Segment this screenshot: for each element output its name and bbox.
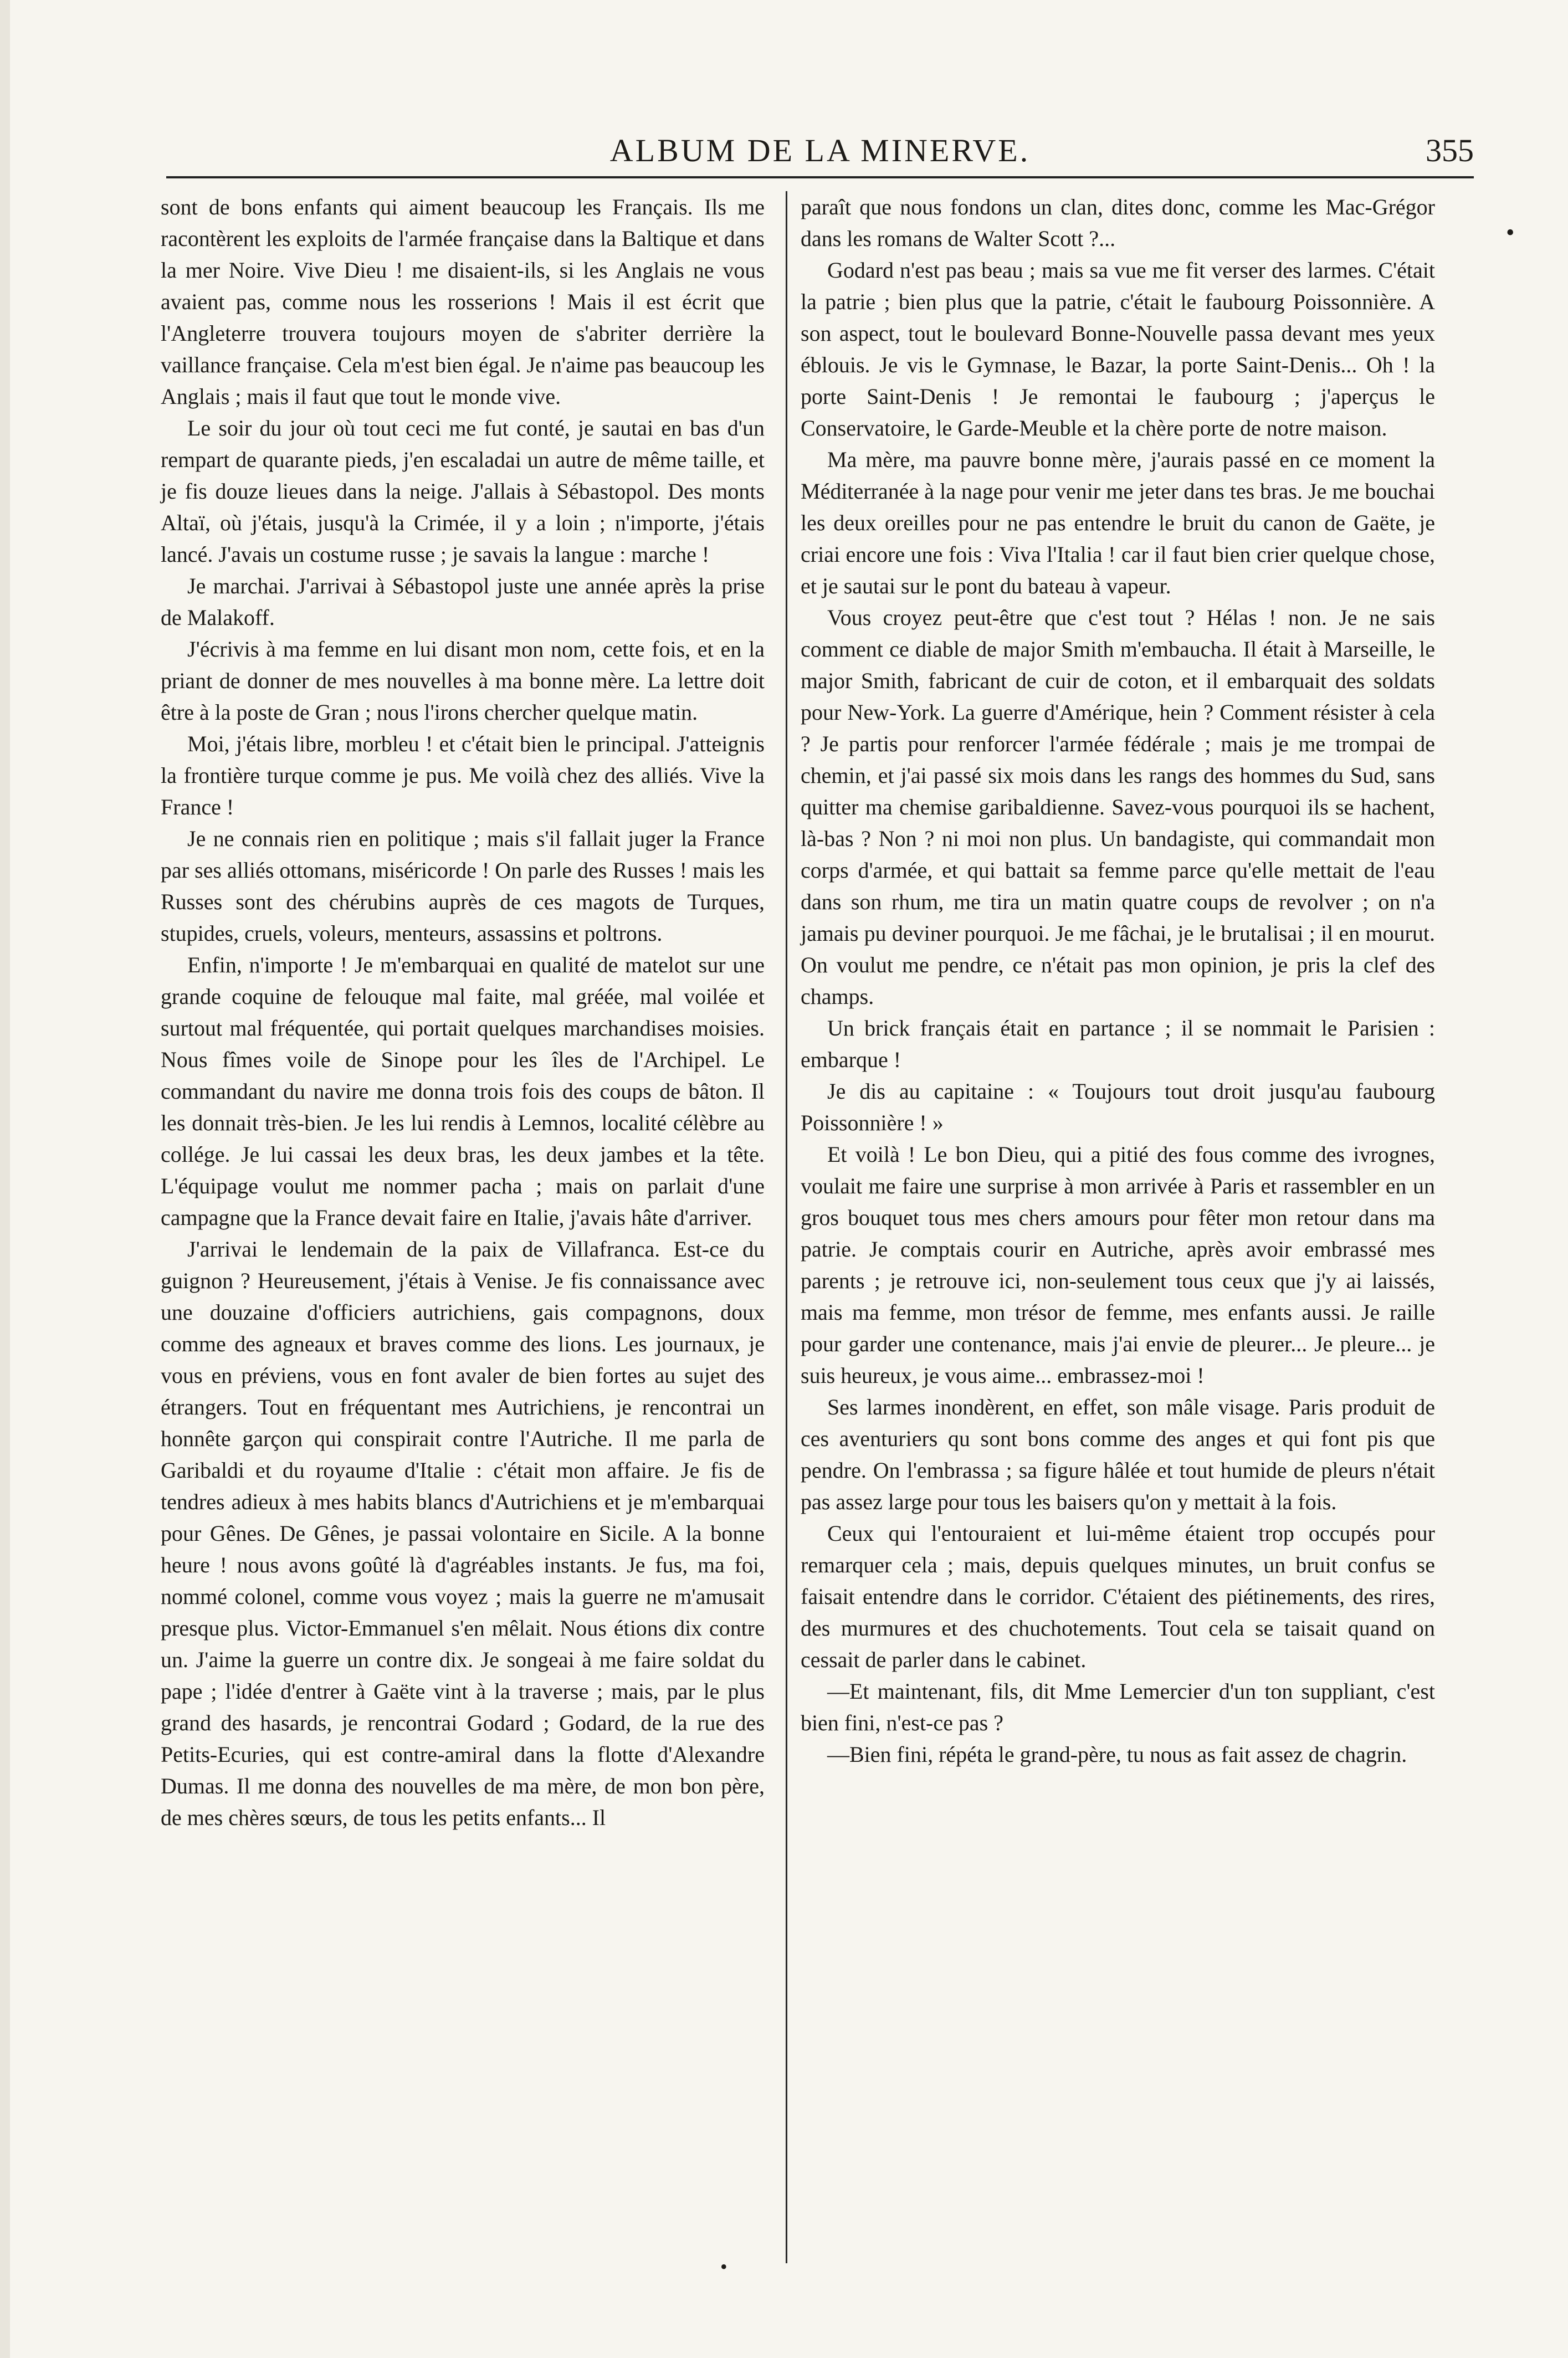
right-column <box>801 191 1435 1770</box>
page-number: 355 <box>1426 132 1474 168</box>
paragraph: Godard n'est pas beau ; mais sa vue me fit verser des larmes. C'était la patrie ; bien plus que la patrie, c'était le faubourg Poissonnière. A son aspect, tout le boulevard Bonne-Nouvelle passa devant mes yeux éblouis. Je vis le Gymnase, le Bazar, la porte Saint-Denis... Oh ! la porte Saint-Denis ! Je remontai le faubourg ; j'aperçus le Conservatoire, le Garde-Meuble et la chère porte de notre maison. <box>801 258 1435 440</box>
paragraph: Je ne connais rien en politique ; mais s'il fallait juger la France par ses alliés ottomans, miséricorde ! On parle des Russes ! mais les Russes sont des chérubins auprès de ces magots de Turques, stupides, cruels, voleurs, menteurs, assassins et poltrons. <box>161 826 765 946</box>
paragraph: Moi, j'étais libre, morbleu ! et c'était bien le principal. J'atteignis la frontière turque comme je pus. Me voilà chez des alliés. Vive la France ! <box>161 731 765 819</box>
paragraph: Et voilà ! Le bon Dieu, qui a pitié des fous comme des ivrognes, voulait me faire une surprise à mon arrivée à Paris et rassembler en un gros bouquet tous mes chers amours pour fêter mon retour dans ma patrie. Je comptais courir en Autriche, après avoir embrassé mes parents ; je retrouve ici, non-seulement tous ceux que j'y ai laissés, mais ma femme, mon trésor de femme, mes enfants aussi. Je raille pour garder une contenance, mais j'ai envie de pleurer... Je pleure... je suis heureux, je vous aime... embrassez-moi ! <box>801 1142 1435 1388</box>
paragraph: Ses larmes inondèrent, en effet, son mâle visage. Paris produit de ces aventuriers qu sont bons comme des anges et qui font pis que pendre. On l'embrassa ; sa figure hâlée et tout humide de pleurs n'était pas assez large pour tous les baisers qu'on y mettait à la fois. <box>801 1395 1435 1514</box>
margin-mark: • <box>1506 219 1515 246</box>
paragraph: Ceux qui l'entouraient et lui-même étaient trop occupés pour remarquer cela ; mais, depuis quelques minutes, un bruit confus se faisait entendre dans le corridor. C'étaient des piétinements, des rires, des murmures et des chuchotements. Tout cela se taisait quand on cessait de parler dans le cabinet. <box>801 1521 1435 1672</box>
paragraph: Enfin, n'importe ! Je m'embarquai en qualité de matelot sur une grande coquine de felouque mal faite, mal gréée, mal voilée et surtout mal fréquentée, qui portait quelques marchandises moisies. Nous fîmes voile de Sinope pour les îles de l'Archipel. Le commandant du navire me donna trois fois des coups de bâton. Il les donnait très-bien. Je les lui rendis à Lemnos, localité célèbre au collége. Je lui cassai les deux bras, les deux jambes et la tête. L'équipage voulut me nommer pacha ; mais on parlait d'une campagne que la France devait faire en Italie, j'avais hâte d'arriver. <box>161 952 765 1230</box>
header-rule <box>166 176 1474 178</box>
journal-title: ALBUM DE LA MINERVE. <box>609 132 1031 168</box>
paragraph: paraît que nous fondons un clan, dites donc, comme les Mac-Grégor dans les romans de Walter Scott ?... <box>801 194 1435 251</box>
paragraph: Un brick français était en partance ; il se nommait le Parisien : embarque ! <box>801 1016 1435 1072</box>
paragraph: sont de bons enfants qui aiment beaucoup les Français. Ils me racontèrent les exploits de l'armée française dans la Baltique et dans la mer Noire. Vive Dieu ! me disaient-ils, si les Anglais ne vous avaient pas, comme nous les rosserions ! Mais il est écrit que l'Angleterre trouvera toujours moyen de s'abriter derrière la vaillance française. Cela m'est bien égal. Je n'aime pas beaucoup les Anglais ; mais il faut que tout le monde vive. <box>161 194 765 409</box>
paragraph: —Bien fini, répéta le grand-père, tu nous as fait assez de chagrin. <box>827 1742 1407 1767</box>
paragraph: J'arrivai le lendemain de la paix de Villafranca. Est-ce du guignon ? Heureusement, j'étais à Venise. Je fis connaissance avec une douzaine d'officiers autrichiens, gais compagnons, doux comme des agneaux et braves comme des lions. Les journaux, je vous en préviens, vous en font avaler de bien fortes au sujet des étrangers. Tout en fréquentant mes Autrichiens, je rencontrai un honnête garçon qui conspirait contre l'Autriche. Il me parla de Garibaldi et du royaume d'Italie : c'était mon affaire. Je fis de tendres adieux à mes habits blancs d'Autrichiens et je m'embarquai pour Gênes. De Gênes, je passai volontaire en Sicile. A la bonne heure ! nous avons goûté là d'agréables instants. Je fus, ma foi, nommé colonel, comme vous voyez ; mais la guerre ne m'amusait presque plus. Victor-Emmanuel s'en mêlait. Nous étions dix contre un. J'aime la guerre un contre dix. Je songeai à me faire soldat du pape ; l'idée d'entrer à Gaëte vint à la traverse ; mais, par le plus grand des hasards, je rencontrai Godard ; Godard, de la rue des Petits-Ecuries, qui est contre-amiral dans la flotte d'Alexandre Dumas. Il me donna des nouvelles de ma mère, de mon bon père, de mes chères sœurs, de tous les petits enfants... Il <box>161 1237 765 1830</box>
paragraph: Je marchai. J'arrivai à Sébastopol juste une année après la prise de Malakoff. <box>161 573 765 630</box>
paragraph: Vous croyez peut-être que c'est tout ? Hélas ! non. Je ne sais comment ce diable de major Smith m'embaucha. Il était à Marseille, le major Smith, fabricant de cuir de coton, et il embarquait des soldats pour New-York. La guerre d'Amérique, hein ? Comment résister à cela ? Je partis pour renforcer l'armée fédérale ; mais je me trompai de chemin, et j'ai passé six mois dans les rangs des hommes du Sud, sans quitter ma chemise garibaldienne. Savez-vous pourquoi ils se hachent, là-bas ? Non ? ni moi non plus. Un bandagiste, qui commandait mon corps d'armée, et qui battait sa femme parce qu'elle mettait de l'eau dans son rhum, me tira un matin quatre coups de revolver ; on n'a jamais pu deviner pourquoi. Je me fâchai, je le brutalisai ; il en mourut. On voulut me pendre, ce n'était pas mon opinion, je pris la clef des champs. <box>801 605 1435 1009</box>
paragraph: Le soir du jour où tout ceci me fut conté, je sautai en bas d'un rempart de quarante pieds, j'en escaladai un autre de même taille, et je fis douze lieues dans la neige. J'allais à Sébastopol. Des monts Altaï, où j'étais, jusqu'à la Crimée, il y a loin ; n'importe, j'étais lancé. J'avais un costume russe ; je savais la langue : marche ! <box>161 416 765 567</box>
paragraph: Ma mère, ma pauvre bonne mère, j'aurais passé en ce moment la Méditerranée à la nage pour venir me jeter dans tes bras. Je me bouchai les deux oreilles pour ne pas entendre le bruit du canon de Gaëte, je criai encore une fois : Viva l'Italia ! car il faut bien crier quelque chose, et je sautai sur le pont du bateau à vapeur. <box>801 447 1435 598</box>
paragraph: Je dis au capitaine : « Toujours tout droit jusqu'au faubourg Poissonnière ! » <box>801 1079 1435 1135</box>
page-edge <box>0 0 10 2358</box>
left-column <box>161 191 765 1833</box>
paragraph: J'écrivis à ma femme en lui disant mon nom, cette fois, et en la priant de donner de mes nouvelles à ma bonne mère. La lettre doit être à la poste de Gran ; nous l'irons chercher quelque matin. <box>161 637 765 725</box>
paragraph: —Et maintenant, fils, dit Mme Lemercier d'un ton suppliant, c'est bien fini, n'est-ce pas ? <box>801 1679 1435 1735</box>
column-divider <box>786 191 787 2263</box>
running-header <box>166 127 1474 177</box>
footer-dot: • <box>720 2256 727 2278</box>
